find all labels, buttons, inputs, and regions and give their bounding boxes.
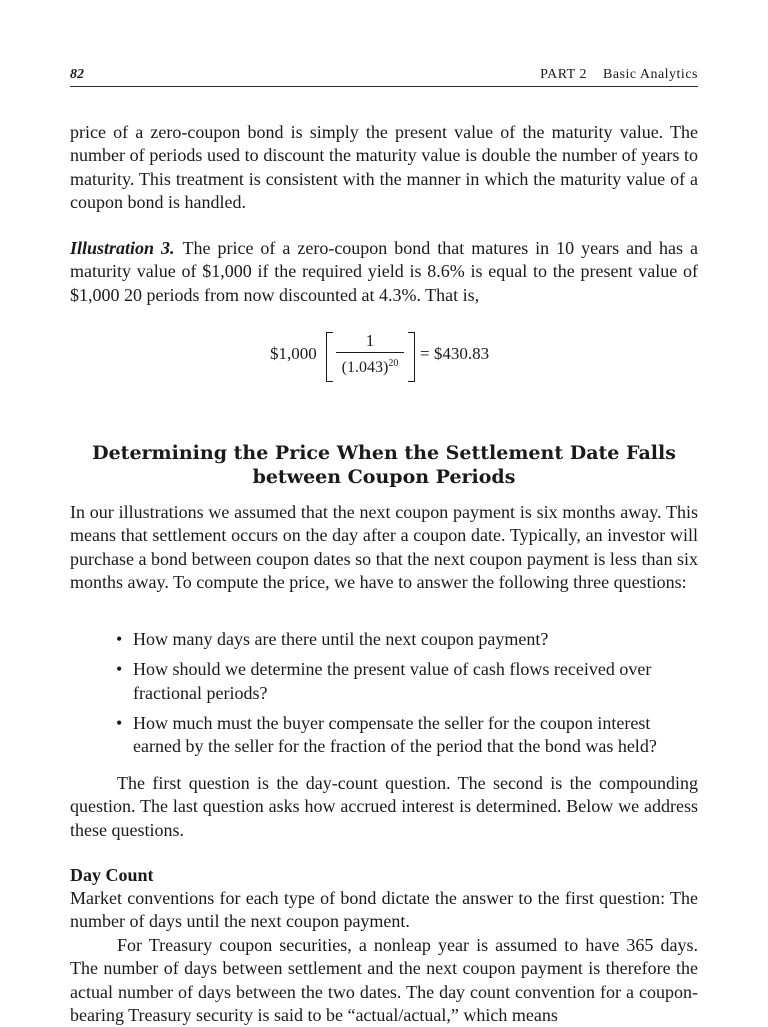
left-bracket [326, 332, 333, 382]
day-count-paragraph-1: Market conventions for each type of bond dictate the answer to the first question: The number of days until the next coupon payment. [70, 888, 698, 932]
fraction-numerator: 1 [365, 331, 375, 350]
day-count-heading: Day Count [70, 865, 154, 885]
denominator-base: (1.043) [341, 359, 389, 376]
questions-summary-paragraph: The first question is the day-count question. The second is the compounding question. The last question asks how accrued interest is determined. Below we address these questions. [70, 773, 698, 840]
zero-coupon-paragraph: price of a zero-coupon bond is simply the present value of the maturity value. The number of periods used to discount the maturity value is double the number of years to maturity. This treatment is consistent with the manner in which the maturity value of a coupon bond is handled. [70, 122, 698, 212]
list-item [114, 712, 698, 759]
list-item [114, 628, 698, 651]
section-heading: Determining the Price When the Settlement Date Falls between Coupon Periods [92, 442, 676, 488]
part-label [540, 67, 698, 83]
part-title: Basic Analytics [603, 67, 698, 82]
illustration-text: The price of a zero-coupon bond that matures in 10 years and has a maturity value of $1,000 if the required yield is 8.6% is equal to the present value of $1,000 20 periods from now discounted at 4.3%. That is, [70, 238, 698, 305]
bullet-marker: • [116, 712, 123, 733]
bullet-marker: • [116, 659, 123, 680]
denominator-exponent: 20 [388, 358, 399, 369]
fraction-denominator [334, 353, 406, 379]
illustration-paragraph [70, 237, 698, 307]
settlement-intro-paragraph: In our illustrations we assumed that the next coupon payment is six months away. This means that settlement occurs on the day after a coupon date. Typically, an investor will purchase a bond between coupon dates so that the next coupon payment is less than six months away. To compute the price, we have to answer the following three questions: [70, 502, 698, 592]
list-item-text: How should we determine the present value of cash flows received over fractional periods? [133, 659, 652, 703]
list-item-text: How many days are there until the next coupon payment? [133, 629, 549, 649]
bullet-marker: • [116, 629, 123, 649]
part-number: PART 2 [540, 67, 587, 82]
question-list [114, 628, 698, 765]
equation-face-value: $1,000 [270, 344, 317, 363]
illustration-label: Illustration 3. [70, 238, 175, 258]
running-head [70, 64, 698, 87]
list-item-text: How much must the buyer compensate the seller for the coupon interest earned by the seller for the fraction of the period that the bond was held? [133, 712, 657, 757]
list-item [114, 658, 698, 705]
day-count-paragraph-2: For Treasury coupon securities, a nonleap year is assumed to have 365 days. The number of days between settlement and the next coupon payment is therefore the actual number of days between the two dates. The day count convention for a coupon-bearing Treasury security is said to be “actual/actual,” which means [70, 935, 698, 1025]
right-bracket [408, 332, 415, 382]
equation-result: = $430.83 [420, 344, 490, 363]
page-number: 82 [70, 67, 84, 82]
equation-fraction [334, 328, 406, 379]
